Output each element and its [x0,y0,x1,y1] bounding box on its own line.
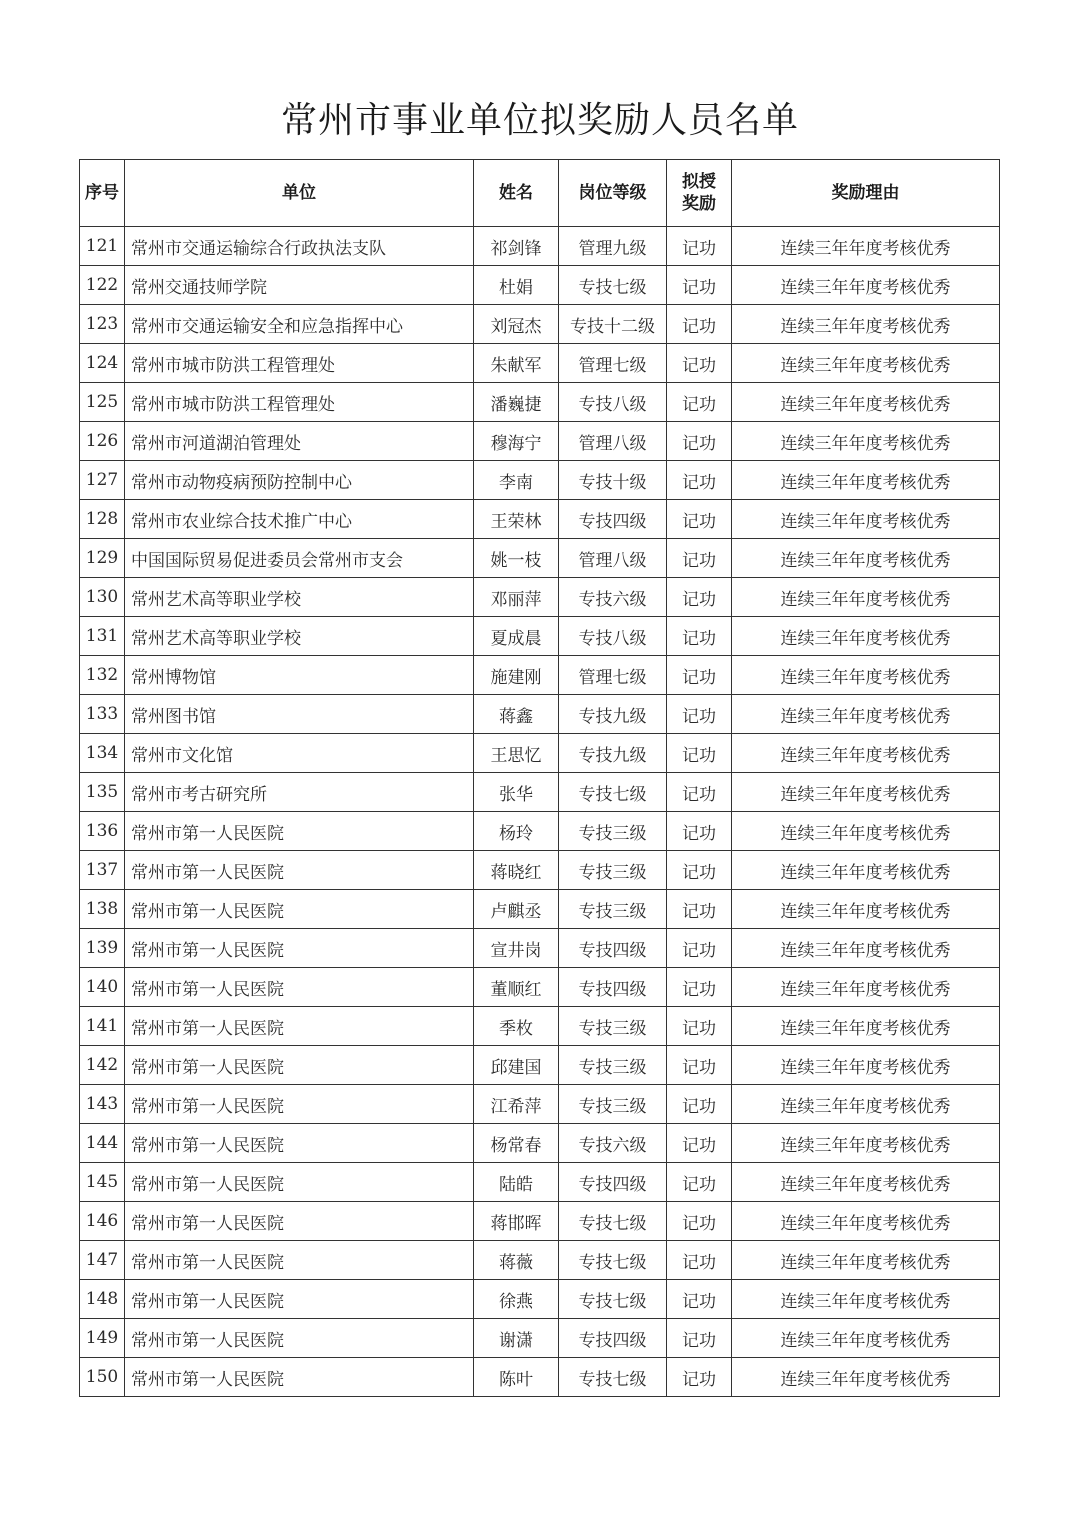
cell-seq: 142 [80,1046,125,1085]
cell-grade: 管理九级 [559,227,667,266]
cell-name: 杨常春 [474,1124,559,1163]
table-row [80,734,1000,773]
cell-reason: 连续三年年度考核优秀 [732,500,1000,539]
cell-unit: 常州市城市防洪工程管理处 [125,344,474,383]
cell-name: 蒋晓红 [474,851,559,890]
cell-award: 记功 [667,422,732,461]
cell-award: 记功 [667,1007,732,1046]
cell-grade: 专技七级 [559,266,667,305]
cell-unit: 常州市第一人民医院 [125,1241,474,1280]
cell-award: 记功 [667,383,732,422]
cell-name: 谢潇 [474,1319,559,1358]
cell-seq: 124 [80,344,125,383]
cell-grade: 管理七级 [559,344,667,383]
table-row [80,305,1000,344]
cell-unit: 常州图书馆 [125,695,474,734]
cell-award: 记功 [667,1280,732,1319]
table-row [80,773,1000,812]
cell-seq: 134 [80,734,125,773]
cell-award: 记功 [667,1085,732,1124]
cell-grade: 专技九级 [559,695,667,734]
header-seq: 序号 [80,160,125,227]
cell-grade: 专技三级 [559,1046,667,1085]
cell-unit: 常州交通技师学院 [125,266,474,305]
cell-reason: 连续三年年度考核优秀 [732,890,1000,929]
cell-name: 蒋鑫 [474,695,559,734]
cell-name: 徐燕 [474,1280,559,1319]
cell-reason: 连续三年年度考核优秀 [732,773,1000,812]
cell-name: 杨玲 [474,812,559,851]
cell-unit: 常州市第一人民医院 [125,1280,474,1319]
table-row [80,617,1000,656]
cell-grade: 专技六级 [559,578,667,617]
cell-name: 施建刚 [474,656,559,695]
cell-award: 记功 [667,1163,732,1202]
cell-reason: 连续三年年度考核优秀 [732,1241,1000,1280]
table-row [80,227,1000,266]
cell-award: 记功 [667,266,732,305]
cell-seq: 150 [80,1358,125,1397]
cell-name: 祁剑锋 [474,227,559,266]
cell-reason: 连续三年年度考核优秀 [732,1163,1000,1202]
cell-reason: 连续三年年度考核优秀 [732,422,1000,461]
cell-unit: 常州市交通运输安全和应急指挥中心 [125,305,474,344]
cell-name: 陈叶 [474,1358,559,1397]
cell-award: 记功 [667,695,732,734]
cell-seq: 135 [80,773,125,812]
cell-seq: 123 [80,305,125,344]
cell-award: 记功 [667,578,732,617]
cell-unit: 常州市第一人民医院 [125,968,474,1007]
cell-reason: 连续三年年度考核优秀 [732,617,1000,656]
cell-unit: 常州市文化馆 [125,734,474,773]
cell-reason: 连续三年年度考核优秀 [732,1319,1000,1358]
table-row [80,1163,1000,1202]
table-row [80,422,1000,461]
cell-name: 姚一枝 [474,539,559,578]
cell-seq: 145 [80,1163,125,1202]
cell-reason: 连续三年年度考核优秀 [732,695,1000,734]
cell-name: 董顺红 [474,968,559,1007]
page-title: 常州市事业单位拟奖励人员名单 [280,100,799,141]
cell-award: 记功 [667,227,732,266]
cell-seq: 148 [80,1280,125,1319]
cell-reason: 连续三年年度考核优秀 [732,578,1000,617]
cell-reason: 连续三年年度考核优秀 [732,734,1000,773]
cell-reason: 连续三年年度考核优秀 [732,383,1000,422]
cell-reason: 连续三年年度考核优秀 [732,539,1000,578]
cell-award: 记功 [667,890,732,929]
cell-name: 宣井岗 [474,929,559,968]
cell-unit: 常州市第一人民医院 [125,1007,474,1046]
cell-name: 王荣林 [474,500,559,539]
cell-unit: 中国国际贸易促进委员会常州市支会 [125,539,474,578]
table-row [80,344,1000,383]
cell-unit: 常州市考古研究所 [125,773,474,812]
cell-grade: 专技四级 [559,929,667,968]
cell-seq: 136 [80,812,125,851]
cell-unit: 常州市第一人民医院 [125,1046,474,1085]
cell-seq: 125 [80,383,125,422]
cell-seq: 131 [80,617,125,656]
cell-grade: 专技十级 [559,461,667,500]
cell-name: 邱建国 [474,1046,559,1085]
cell-name: 刘冠杰 [474,305,559,344]
table-row [80,656,1000,695]
cell-name: 张华 [474,773,559,812]
cell-reason: 连续三年年度考核优秀 [732,1085,1000,1124]
cell-grade: 专技四级 [559,968,667,1007]
table-row [80,1202,1000,1241]
cell-award: 记功 [667,1319,732,1358]
cell-reason: 连续三年年度考核优秀 [732,1046,1000,1085]
cell-name: 季枚 [474,1007,559,1046]
cell-award: 记功 [667,968,732,1007]
cell-seq: 143 [80,1085,125,1124]
cell-unit: 常州市交通运输综合行政执法支队 [125,227,474,266]
cell-grade: 专技三级 [559,1085,667,1124]
cell-grade: 专技十二级 [559,305,667,344]
header-name: 姓名 [474,160,559,227]
cell-unit: 常州博物馆 [125,656,474,695]
cell-award: 记功 [667,617,732,656]
cell-award: 记功 [667,500,732,539]
cell-name: 陆皓 [474,1163,559,1202]
cell-name: 李南 [474,461,559,500]
cell-grade: 专技三级 [559,1007,667,1046]
cell-award: 记功 [667,1241,732,1280]
cell-award: 记功 [667,773,732,812]
header-award-line1: 拟授 [682,172,716,192]
award-roster-table [79,159,1000,1397]
cell-seq: 127 [80,461,125,500]
cell-award: 记功 [667,305,732,344]
cell-seq: 133 [80,695,125,734]
cell-unit: 常州市农业综合技术推广中心 [125,500,474,539]
table-row [80,1007,1000,1046]
cell-unit: 常州市城市防洪工程管理处 [125,383,474,422]
cell-unit: 常州艺术高等职业学校 [125,617,474,656]
cell-grade: 专技三级 [559,890,667,929]
cell-award: 记功 [667,851,732,890]
cell-name: 江希萍 [474,1085,559,1124]
cell-reason: 连续三年年度考核优秀 [732,1007,1000,1046]
cell-seq: 139 [80,929,125,968]
cell-seq: 126 [80,422,125,461]
cell-seq: 146 [80,1202,125,1241]
cell-award: 记功 [667,1358,732,1397]
cell-award: 记功 [667,1202,732,1241]
cell-seq: 121 [80,227,125,266]
table-row [80,812,1000,851]
cell-unit: 常州市第一人民医院 [125,1124,474,1163]
cell-award: 记功 [667,812,732,851]
cell-award: 记功 [667,461,732,500]
header-unit: 单位 [125,160,474,227]
cell-name: 蒋邯晖 [474,1202,559,1241]
cell-reason: 连续三年年度考核优秀 [732,851,1000,890]
cell-grade: 专技三级 [559,851,667,890]
cell-unit: 常州市第一人民医院 [125,851,474,890]
table-row [80,1319,1000,1358]
cell-grade: 专技四级 [559,500,667,539]
cell-unit: 常州市第一人民医院 [125,929,474,968]
cell-grade: 专技三级 [559,812,667,851]
cell-award: 记功 [667,734,732,773]
cell-grade: 专技八级 [559,383,667,422]
table-row [80,266,1000,305]
cell-name: 蒋薇 [474,1241,559,1280]
cell-seq: 130 [80,578,125,617]
cell-reason: 连续三年年度考核优秀 [732,1280,1000,1319]
cell-grade: 专技七级 [559,1358,667,1397]
header-award-line2: 奖励 [682,194,716,214]
cell-grade: 管理八级 [559,422,667,461]
cell-reason: 连续三年年度考核优秀 [732,929,1000,968]
cell-name: 夏成晨 [474,617,559,656]
header-grade: 岗位等级 [559,160,667,227]
cell-grade: 专技七级 [559,1241,667,1280]
cell-award: 记功 [667,539,732,578]
table-row [80,1124,1000,1163]
cell-award: 记功 [667,929,732,968]
cell-reason: 连续三年年度考核优秀 [732,1202,1000,1241]
cell-seq: 141 [80,1007,125,1046]
cell-seq: 138 [80,890,125,929]
cell-grade: 专技九级 [559,734,667,773]
cell-reason: 连续三年年度考核优秀 [732,1124,1000,1163]
table-row [80,890,1000,929]
cell-grade: 专技四级 [559,1319,667,1358]
table-row [80,500,1000,539]
cell-unit: 常州市动物疫病预防控制中心 [125,461,474,500]
cell-award: 记功 [667,1046,732,1085]
cell-seq: 132 [80,656,125,695]
cell-seq: 140 [80,968,125,1007]
table-row [80,461,1000,500]
cell-unit: 常州市第一人民医院 [125,1085,474,1124]
table-row [80,695,1000,734]
cell-name: 穆海宁 [474,422,559,461]
header-award [667,160,732,227]
cell-seq: 122 [80,266,125,305]
cell-seq: 137 [80,851,125,890]
cell-seq: 144 [80,1124,125,1163]
cell-grade: 专技七级 [559,773,667,812]
table-row [80,929,1000,968]
cell-award: 记功 [667,656,732,695]
header-reason: 奖励理由 [732,160,1000,227]
table-row [80,1241,1000,1280]
table-row [80,968,1000,1007]
cell-name: 卢麒丞 [474,890,559,929]
cell-seq: 149 [80,1319,125,1358]
cell-grade: 专技四级 [559,1163,667,1202]
cell-seq: 128 [80,500,125,539]
cell-reason: 连续三年年度考核优秀 [732,656,1000,695]
cell-reason: 连续三年年度考核优秀 [732,266,1000,305]
cell-grade: 专技八级 [559,617,667,656]
cell-reason: 连续三年年度考核优秀 [732,344,1000,383]
table-row [80,578,1000,617]
cell-unit: 常州市第一人民医院 [125,1163,474,1202]
cell-unit: 常州市第一人民医院 [125,1202,474,1241]
cell-name: 潘巍捷 [474,383,559,422]
cell-name: 邓丽萍 [474,578,559,617]
cell-grade: 专技七级 [559,1202,667,1241]
cell-award: 记功 [667,1124,732,1163]
table-row [80,1358,1000,1397]
cell-unit: 常州市第一人民医院 [125,812,474,851]
cell-grade: 管理八级 [559,539,667,578]
table-row [80,1085,1000,1124]
cell-reason: 连续三年年度考核优秀 [732,968,1000,1007]
cell-unit: 常州市第一人民医院 [125,1319,474,1358]
cell-unit: 常州艺术高等职业学校 [125,578,474,617]
cell-reason: 连续三年年度考核优秀 [732,1358,1000,1397]
cell-name: 杜娟 [474,266,559,305]
cell-unit: 常州市河道湖泊管理处 [125,422,474,461]
cell-grade: 管理七级 [559,656,667,695]
table-row [80,851,1000,890]
cell-seq: 129 [80,539,125,578]
cell-reason: 连续三年年度考核优秀 [732,461,1000,500]
cell-name: 王思忆 [474,734,559,773]
cell-reason: 连续三年年度考核优秀 [732,812,1000,851]
table-row [80,1046,1000,1085]
cell-name: 朱献军 [474,344,559,383]
cell-reason: 连续三年年度考核优秀 [732,227,1000,266]
table-body [80,227,1000,1397]
table-row [80,1280,1000,1319]
table-row [80,539,1000,578]
cell-award: 记功 [667,344,732,383]
table-row [80,383,1000,422]
cell-unit: 常州市第一人民医院 [125,1358,474,1397]
cell-seq: 147 [80,1241,125,1280]
cell-grade: 专技七级 [559,1280,667,1319]
cell-grade: 专技六级 [559,1124,667,1163]
table-header-row [80,160,1000,227]
cell-unit: 常州市第一人民医院 [125,890,474,929]
cell-reason: 连续三年年度考核优秀 [732,305,1000,344]
